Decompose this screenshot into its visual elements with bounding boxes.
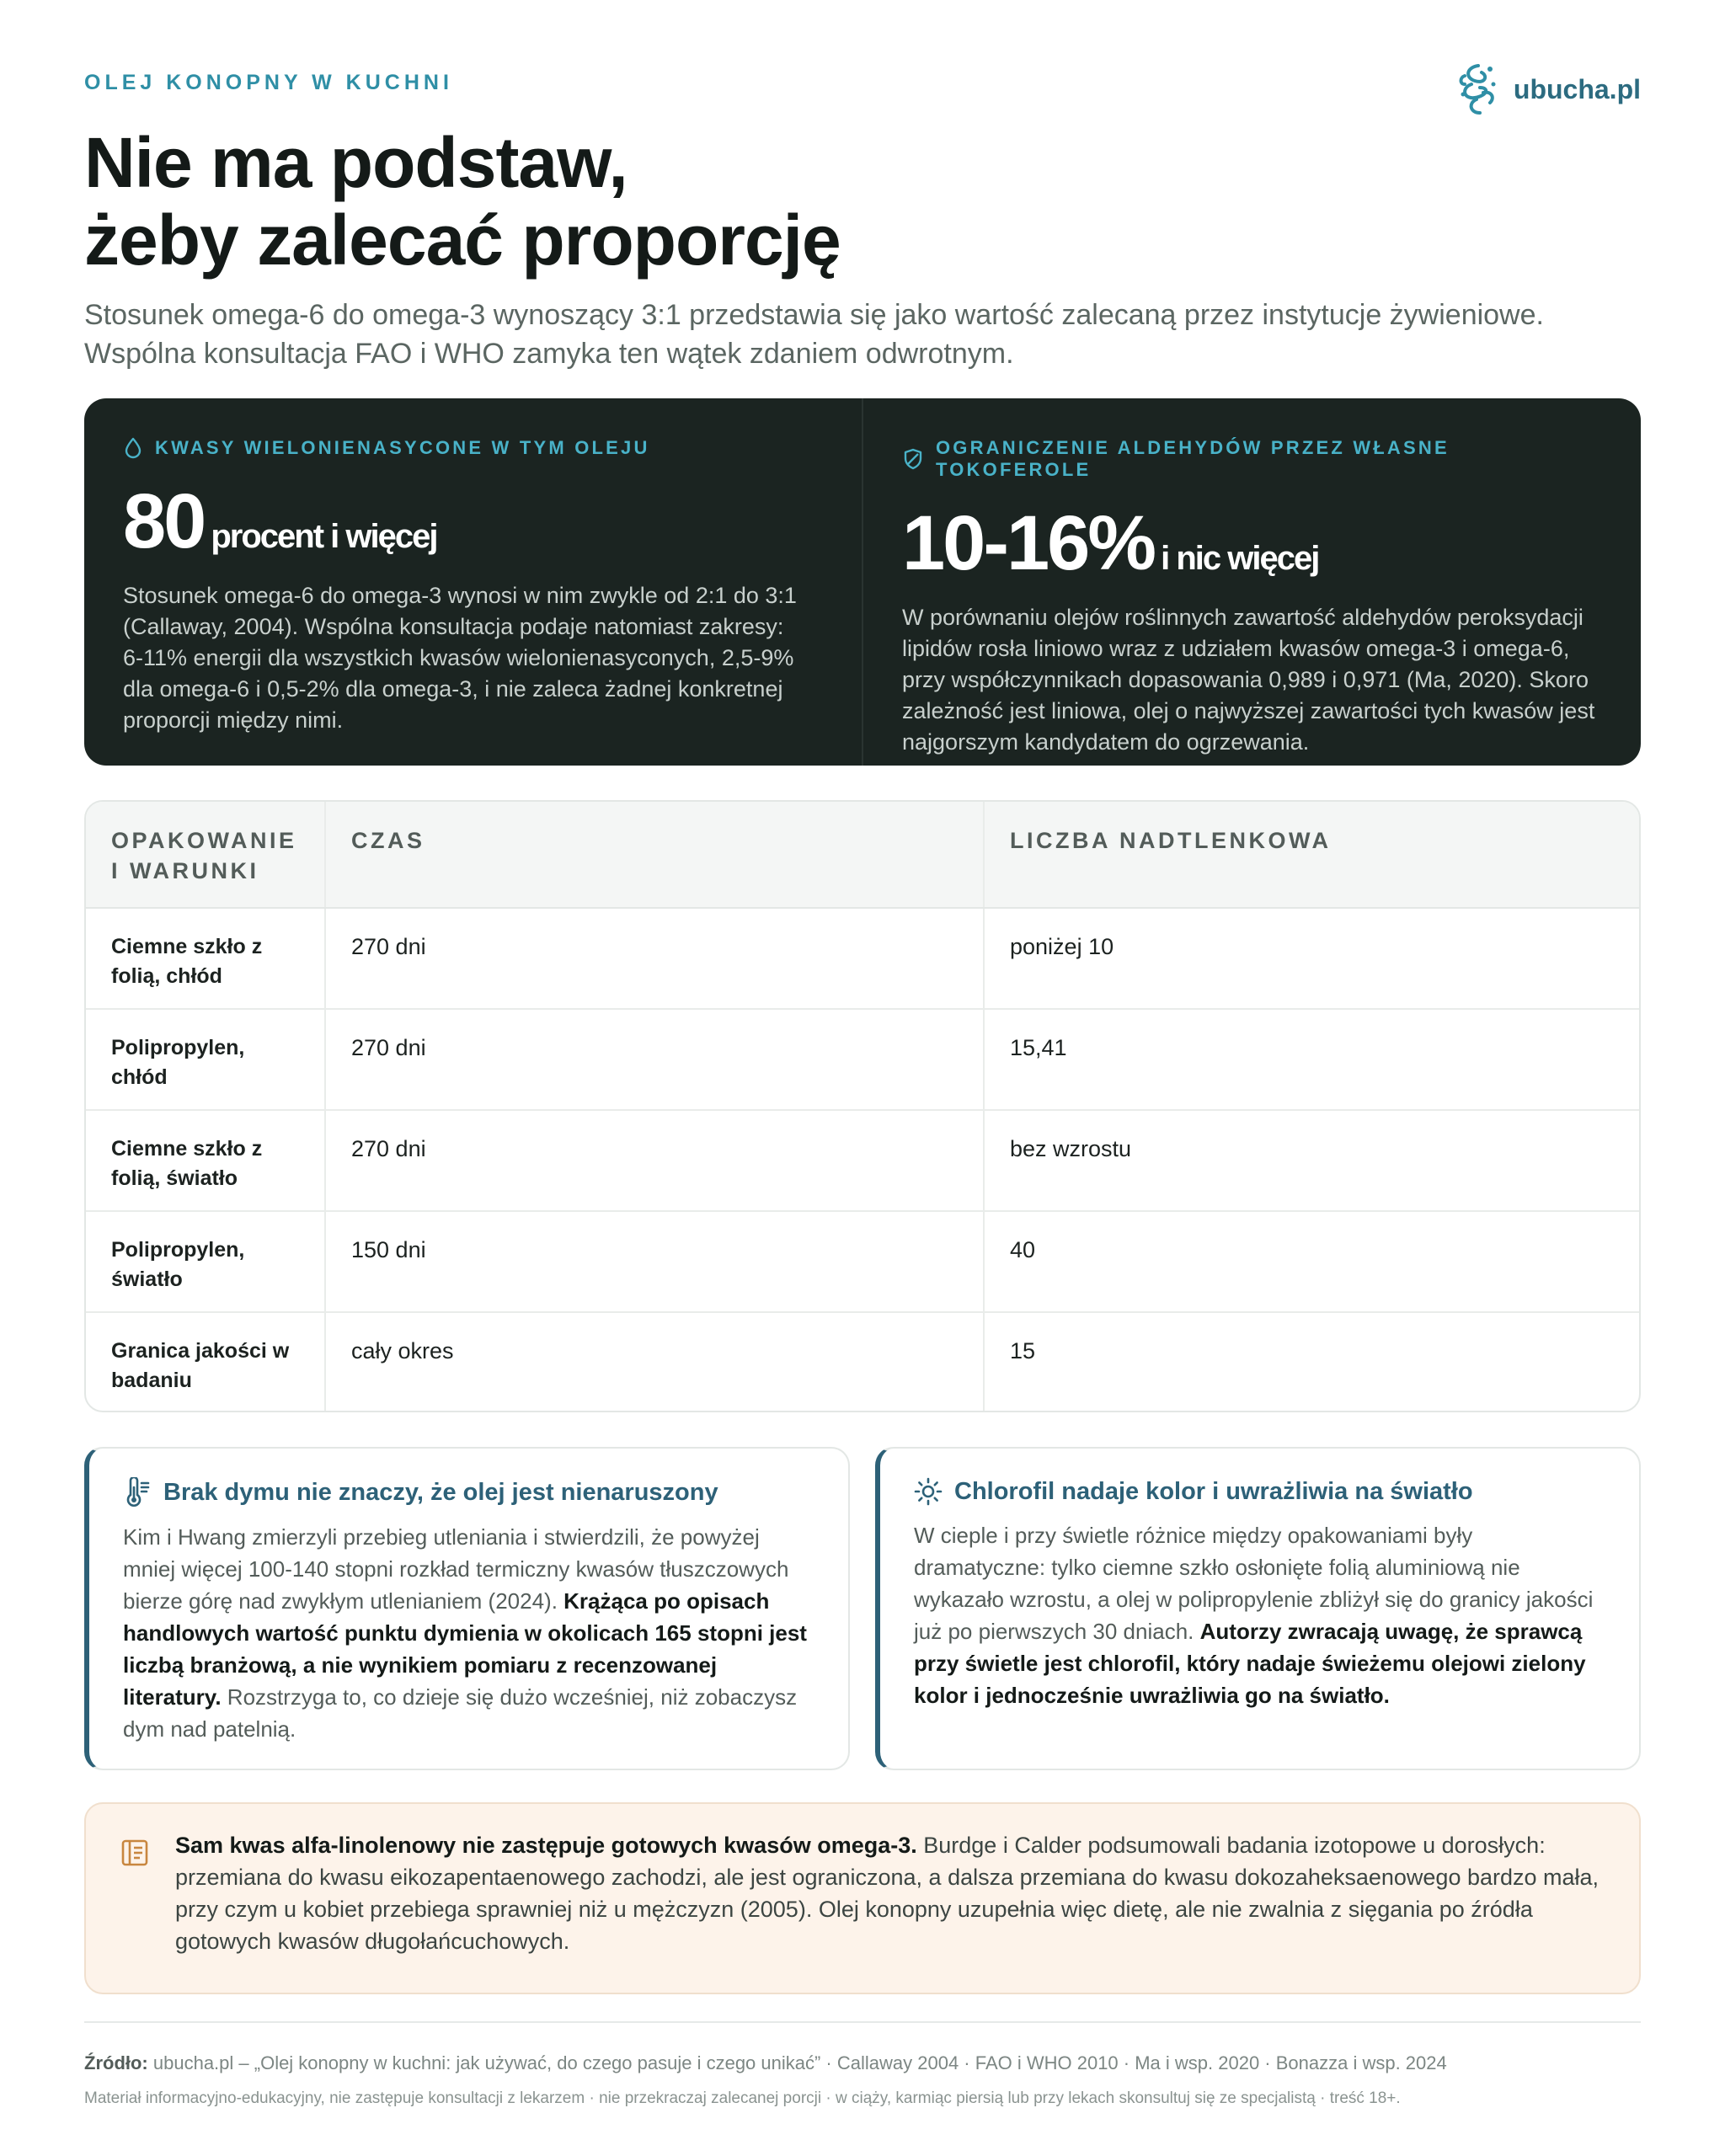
- stat-number: 10‑16%: [902, 500, 1155, 586]
- table-row: [86, 908, 1641, 1009]
- callout-body: Burdge i Calder podsumowali badania izotopowe u dorosłych: przemiana do kwasu eikozapentaenowego zachodzi, ale jest ograniczona, a dalsza przemiana do kwasu dokozaheksaenowego bardzo mała, przy czym u kobiet przebiega sprawniej niż u mężczyzn (2005). Olej konopny uzupełnia więc dietę, ale nie zwalnia z sięgania po źródła gotowych kwasów długołańcuchowych.: [175, 1833, 1599, 1954]
- callout-ala: [84, 1802, 1641, 1994]
- cell-time: 150 dni: [325, 1211, 984, 1312]
- storage-table: [84, 800, 1641, 1412]
- table-row: [86, 1110, 1641, 1211]
- row-label: Ciemne szkło z folią, chłód: [86, 908, 325, 1009]
- callout-bold: Sam kwas alfa‑linolenowy nie zastępuje gotowych kwasów omega‑3.: [175, 1833, 917, 1858]
- lead-paragraph: Stosunek omega‑6 do omega‑3 wynoszący 3:1 przedstawia się jako wartość zalecaną przez instytucje żywieniowe. Wspólna konsultacja FAO i WHO zamyka ten wątek zdaniem odwrotnym.: [84, 299, 1544, 370]
- thermometer-icon: [123, 1477, 152, 1508]
- note-icon: [120, 1838, 150, 1868]
- note-title: [914, 1477, 1605, 1506]
- table-header-row: [86, 802, 1641, 908]
- stat-label: [123, 437, 823, 459]
- column-header-peroxide: LICZBA NADTLENKOWA: [984, 802, 1641, 908]
- droplet-icon: [123, 437, 143, 459]
- cell-time: 270 dni: [325, 1110, 984, 1211]
- row-label: Polipropylen, chłód: [86, 1009, 325, 1110]
- stat-description: W porównaniu olejów roślinnych zawartość aldehydów peroksydacji lipidów rosła liniowo wraz z udziałem kwasów omega‑3 i omega‑6, przy współczynnikach dopasowania 0,989 i 0,971 (Ma, 2020). Skoro zależność jest liniowa, olej o najwyższej zawartości tych kwasów jest najgorszym kandydatem do ogrzewania.: [902, 605, 1595, 755]
- note-text: [914, 1519, 1605, 1711]
- logo[interactable]: [1455, 59, 1641, 120]
- logo-text: ubucha.pl: [1513, 73, 1641, 104]
- stat-value: [902, 500, 1602, 586]
- cell-peroxide: 15: [984, 1312, 1641, 1412]
- page-title: [84, 124, 1641, 279]
- cell-time: cały okres: [325, 1312, 984, 1412]
- note-text: [123, 1521, 814, 1745]
- cell-peroxide: 40: [984, 1211, 1641, 1312]
- stat-unit: i nic więcej: [1161, 540, 1319, 577]
- logo-mark-icon: [1455, 59, 1502, 120]
- stat-label-text: KWASY WIELONIENASYCONE W TYM OLEJU: [155, 437, 650, 458]
- stat-value: [123, 478, 823, 564]
- notes-row: [84, 1447, 1641, 1770]
- stat-label-text: OGRANICZENIE ALDEHYDÓW PRZEZ WŁASNE TOKOFEROLE: [936, 437, 1450, 480]
- stat-aldehydes: [862, 398, 1641, 766]
- row-label: Ciemne szkło z folią, światło: [86, 1110, 325, 1211]
- stat-label: [902, 437, 1602, 481]
- row-label: Granica jakości w badaniu: [111, 1339, 290, 1392]
- cell-peroxide: bez wzrostu: [984, 1110, 1641, 1211]
- sun-icon: [914, 1477, 943, 1506]
- page-header: [84, 71, 1641, 373]
- kicker: OLEJ KONOPNY W KUCHNI: [84, 71, 453, 94]
- stat-polyunsaturated: [84, 398, 862, 766]
- cell-time: 270 dni: [325, 1009, 984, 1110]
- footer-divider: [84, 2021, 1641, 2023]
- stats-panel: [84, 398, 1641, 766]
- note-text-plain: W cieple i przy świetle różnice między opakowaniami były dramatyczne: tylko ciemne szkło osłonięte folią aluminiową nie wykazało wzrostu, a olej w polipropylenie zbliżył się do granicy jakości już po pierwszych 30 dniach.: [914, 1523, 1594, 1644]
- cell-time: 270 dni: [325, 908, 984, 1009]
- disclaimer: Materiał informacyjno‑edukacyjny, nie zastępuje konsultacji z lekarzem · nie przekraczaj zalecanej porcji · w ciąży, karmiąc piersią lub przy lekach skonsultuj się ze specjalistą · treść 18+.: [84, 2089, 1401, 2107]
- title-line-2: żeby zalecać proporcję: [84, 200, 841, 280]
- note-text-bold: Krążąca po opisach handlowych wartość punktu dymienia w okolicach 165 stopni jest liczbą branżową, a nie wynikiem pomiaru z recenzowanej literatury.: [123, 1588, 807, 1710]
- callout-text: [175, 1829, 1605, 1993]
- source-label: Źródło:: [84, 2052, 148, 2073]
- note-title-text: Chlorofil nadaje kolor i uwrażliwia na światło: [954, 1477, 1473, 1505]
- cell-peroxide: poniżej 10: [984, 908, 1641, 1009]
- column-header-time: CZAS: [325, 802, 984, 908]
- note-title-text: Brak dymu nie znaczy, że olej jest nienaruszony: [163, 1478, 718, 1506]
- stat-description: Stosunek omega‑6 do omega‑3 wynosi w nim zwykle od 2:1 do 3:1 (Callaway, 2004). Wspólna konsultacja podaje natomiast zakresy: 6‑11% energii dla wszystkich kwasów wielonienasyconych, 2,5‑9% dla omega‑6 i 0,5‑2% dla omega‑3, i nie zaleca żadnej konkretnej proporcji między nimi.: [123, 583, 797, 733]
- note-chlorophyll: [875, 1447, 1641, 1770]
- source-line: [84, 2052, 1641, 2074]
- note-text-plain: Kim i Hwang zmierzyli przebieg utleniania i stwierdzili, że powyżej mniej więcej 100‑140 stopni rozkład termiczny kwasów tłuszczowych bierze górę nad zwykłym utlenianiem (2024).: [123, 1524, 789, 1614]
- table-row: [86, 1312, 1641, 1412]
- cell-peroxide: 15,41: [984, 1009, 1641, 1110]
- source-text: ubucha.pl – „Olej konopny w kuchni: jak używać, do czego pasuje i czego unikać” · Callaway 2004 · FAO i WHO 2010 · Ma i wsp. 2020 · Bonazza i wsp. 2024: [147, 2052, 1447, 2073]
- note-title: [123, 1477, 814, 1508]
- note-text-bold: Autorzy zwracają uwagę, że sprawcą przy świetle jest chlorofil, który nadaje świeżemu olejowi zielony kolor i jednocześnie uwrażliwia go na światło.: [914, 1619, 1586, 1708]
- title-line-1: Nie ma podstaw,: [84, 123, 628, 202]
- stat-unit: procent i więcej: [211, 518, 437, 555]
- column-header-packaging: OPAKOWANIE I WARUNKI: [86, 802, 325, 908]
- row-label: Polipropylen, światło: [86, 1211, 325, 1312]
- stat-number: 80: [123, 478, 205, 564]
- note-smoke-point: [84, 1447, 850, 1770]
- shield-icon: [902, 448, 924, 470]
- note-text-after: Rozstrzyga to, co dzieje się dużo wcześniej, niż zobaczysz dym nad patelnią.: [123, 1684, 798, 1742]
- table-row: [86, 1211, 1641, 1312]
- table-row: [86, 1009, 1641, 1110]
